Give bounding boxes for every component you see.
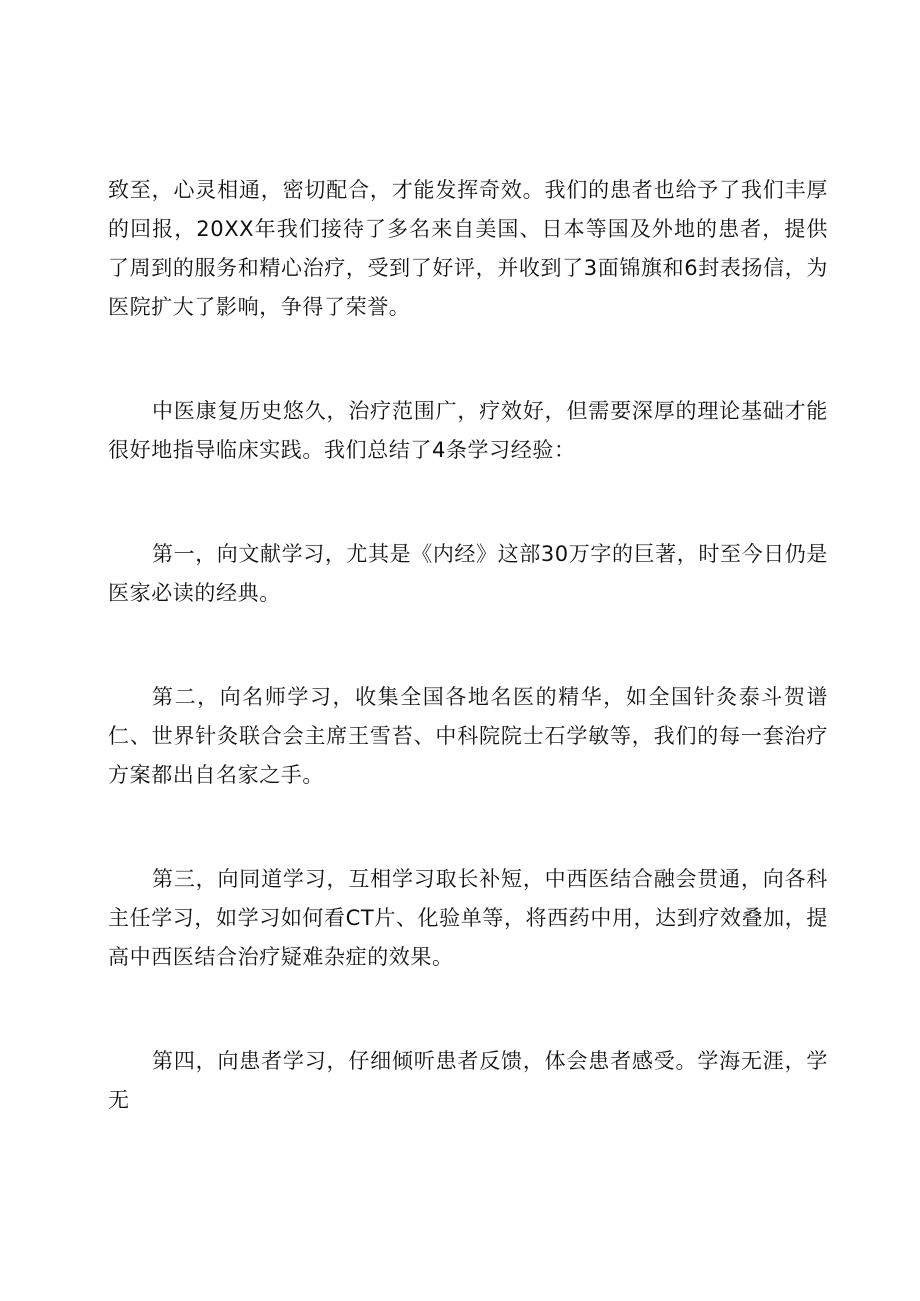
paragraph-fourth-lesson: 第四，向患者学习，仔细倾听患者反馈，体会患者感受。学海无涯，学无	[108, 1049, 828, 1112]
paragraph-first-lesson: 第一，向文献学习，尤其是《内经》这部30万字的巨著，时至今日仍是医家必读的经典。	[108, 542, 828, 605]
document-body	[108, 171, 828, 1120]
paragraph-tcm-intro: 中医康复历史悠久，治疗范围广，疗效好，但需要深厚的理论基础才能很好地指导临床实践。我们总结了4条学习经验：	[108, 399, 828, 462]
paragraph-third-lesson: 第三，向同道学习，互相学习取长补短，中西医结合融会贯通，向各科主任学习，如学习如何看CT片、化验单等，将西药中用，达到疗效叠加，提高中西医结合治疗疑难杂症的效果。	[108, 867, 828, 969]
paragraph-second-lesson: 第二，向名师学习，收集全国各地名医的精华，如全国针灸泰斗贺谱仁、世界针灸联合会主席王雪苔、中科院院士石学敏等，我们的每一套治疗方案都出自名家之手。	[108, 685, 828, 787]
paragraph-patient-feedback: 致至，心灵相通，密切配合，才能发挥奇效。我们的患者也给予了我们丰厚的回报，20XX年我们接待了多名来自美国、日本等国及外地的患者，提供了周到的服务和精心治疗，受到了好评，并收到了3面锦旗和6封表扬信，为医院扩大了影响，争得了荣誉。	[108, 178, 828, 319]
